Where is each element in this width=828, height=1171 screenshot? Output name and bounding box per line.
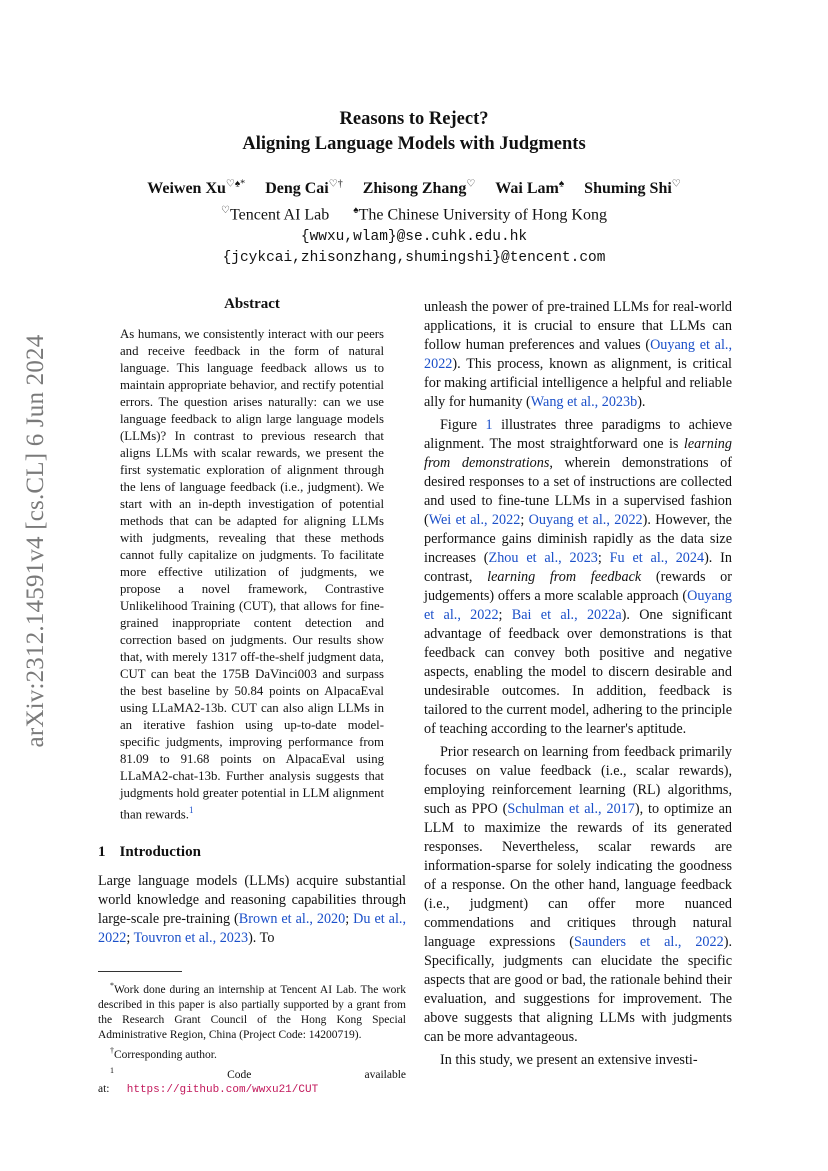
author-name: Weiwen Xu♡♠* xyxy=(147,179,246,198)
right-column xyxy=(424,298,732,1070)
citation-link[interactable]: Ouyang et al., 2022 xyxy=(528,512,643,528)
arxiv-identifier-text: arXiv:2312.14591v4 [cs.CL] 6 Jun 2024 xyxy=(22,334,49,748)
citation-link[interactable]: Schulman et al., 2017 xyxy=(507,801,635,817)
author-name: Zhisong Zhang♡ xyxy=(362,179,476,198)
affiliation-cuhk: The Chinese University of Hong Kong xyxy=(358,206,607,224)
right-paragraph-2: Figure 1 illustrates three paradigms to achieve alignment. The most straightforward one is learning from demonstrations, wherein demonstrations of desired responses to a set of instructions are collected and used to fine-tune LLMs in a supervised fashion (Wei et al., 2022; Ouyang et al., 2022). However, the performance gains diminish rapidly as the data size increases (Zhou et al., 2023; Fu et al., 2024). In contrast, learning from feedback (rewards or judgements) offers a more scalable approach (Ouyang et al., 2022; Bai et al., 2022a). One significant advantage of feedback over demonstrations is that feedback can convey both positive and negative aspects, enabling the model to discern desirable and undesirable outcomes. In addition, feedback is tailored to the current model, adhering to the principle of teaching according to the learner's aptitude. xyxy=(424,417,733,737)
citation-link[interactable]: Brown et al., 2020 xyxy=(238,911,346,928)
abstract-body: As humans, we consistently interact with our peers and receive feedback in the form of natural language. This language feedback allows us to maintain appropriate behavior, and rectify potential errors. The question arises naturally: can we use language feedback to align large language models (LLMs)? In contrast to previous research that aligns LLMs with scalar rewards, we present the first systematic exploration of alignment through the lens of language feedback (i.e., judgment). We start with an in-depth investigation of potential methods that can be adapted for aligning LLMs with judgments, revealing that these methods cannot fully capitalize on judgments. To facilitate more effective utilization of judgments, we propose a novel framework, Contrastive Unlikelihood Training (CUT), that allows for fine-grained inappropriate content detection and correction based on judgments. Our results show that, with merely 1317 off-the-shelf judgment data, CUT can beat the 175B DaVinci003 and surpass the best baseline by 50.84 points on AlpacaEval using LLaMA2-13b. CUT can also align LLMs in an iterative fashion using up-to-date model-specific judgments, improving performance from 81.09 to 91.68 points on AlpacaEval using LLaMA2-chat-13b. Further analysis suggests that judgments hold greater potential in LLM alignment than rewards.$^1$ xyxy=(120,327,384,822)
title-line-2: Aligning Language Models with Judgments xyxy=(242,134,586,154)
footnote-internship: *Work done during an internship at Tencent AI Lab. The work described in this paper is also partially supported by a grant from the Research Grant Council of the Hong Kong Special Administrative Region, China (Project Code: 14200719). xyxy=(98,981,406,1041)
intro-paragraph-1: Large language models (LLMs) acquire substantial world knowledge and reasoning capabilities through large-scale pre-training (Brown et al., 2020; Du et al., 2022; Touvron et al., 2023). To xyxy=(98,873,406,947)
footnote-divider xyxy=(98,971,182,972)
email-line-2: {jcykcai,zhisonzhang,shumingshi}@tencent.com xyxy=(222,249,606,266)
author-name: Shuming Shi♡ xyxy=(584,179,681,198)
affiliation-tencent: Tencent AI Lab xyxy=(229,206,330,224)
author-name: Wai Lam♠ xyxy=(495,179,565,198)
footnote-corresponding: †Corresponding author. xyxy=(110,1045,217,1061)
citation-link[interactable]: Zhou et al., 2023 xyxy=(488,550,598,566)
title-line-1: Reasons to Reject? xyxy=(339,109,489,129)
citation-link[interactable]: Ouyang et al., 2022 xyxy=(424,337,732,372)
right-paragraph-1: unleash the power of pre-trained LLMs for real-world applications, it is crucial to ensure that LLMs can follow human preferences and values (Ouyang et al., 2022). This process, known as alignment, is critical for making artificial intelligence a helpful and reliable ally for humanity (Wang et al., 2023b). xyxy=(424,299,732,410)
right-paragraph-3: Prior research on learning from feedback primarily focuses on value feedback (i.e., scalar rewards), employing reinforcement learning (RL) algorithms, such as PPO (Schulman et al., 2017), to optimize an LLM to maximize the rewards of its generated responses. Nevertheless, scalar rewards are information-sparse for solely indicating the goodness of a response. On the other hand, language feedback (i.e., judgment) can offer more nuanced commendations and critiques through natural language expressions (Saunders et al., 2022). Specifically, judgments can elucidate the specific aspects that are good or bad, the rationale behind their evaluation, and suggestions for improvement. The above suggests that aligning LLMs with judgments can be more advantageous. xyxy=(424,744,732,1045)
citation-link[interactable]: Fu et al., 2024 xyxy=(609,550,705,566)
arxiv-identifier-stamp xyxy=(18,334,54,748)
footnote-code: $^1$ Code available at: https://github.com/wwxu21/CUT xyxy=(98,1065,406,1097)
citation-link[interactable]: Wang et al., 2023b xyxy=(530,394,638,410)
author-name: Deng Cai♡† xyxy=(265,179,343,198)
email-line-1: {wwxu,wlam}@se.cuhk.edu.hk xyxy=(300,228,528,245)
author-names xyxy=(0,174,828,200)
figure-reference-link[interactable]: 1 xyxy=(485,417,493,433)
code-repo-link[interactable]: https://github.com/wwxu21/CUT xyxy=(126,1084,319,1097)
citation-link[interactable]: Du et al., 2022 xyxy=(98,911,406,947)
citation-link[interactable]: Ouyang et al., 2022 xyxy=(424,588,732,623)
abstract-footnote-mark: 1 xyxy=(188,805,194,815)
left-column xyxy=(98,294,406,948)
footnotes xyxy=(98,971,406,1098)
citation-link[interactable]: Saunders et al., 2022 xyxy=(573,934,724,950)
citation-link[interactable]: Bai et al., 2022a xyxy=(511,607,622,623)
citation-link[interactable]: Wei et al., 2022 xyxy=(428,512,521,528)
affiliations: ♡Tencent AI Lab ♠The Chinese University of Hong Kong xyxy=(221,205,607,224)
citation-link[interactable]: Touvron et al., 2023 xyxy=(133,930,249,947)
author-block xyxy=(0,174,828,269)
paper-title xyxy=(0,107,828,157)
section-heading-introduction: 1 Introduction xyxy=(98,844,201,861)
right-paragraph-4: In this study, we present an extensive investi- xyxy=(440,1052,698,1068)
abstract-heading: Abstract xyxy=(224,296,280,312)
